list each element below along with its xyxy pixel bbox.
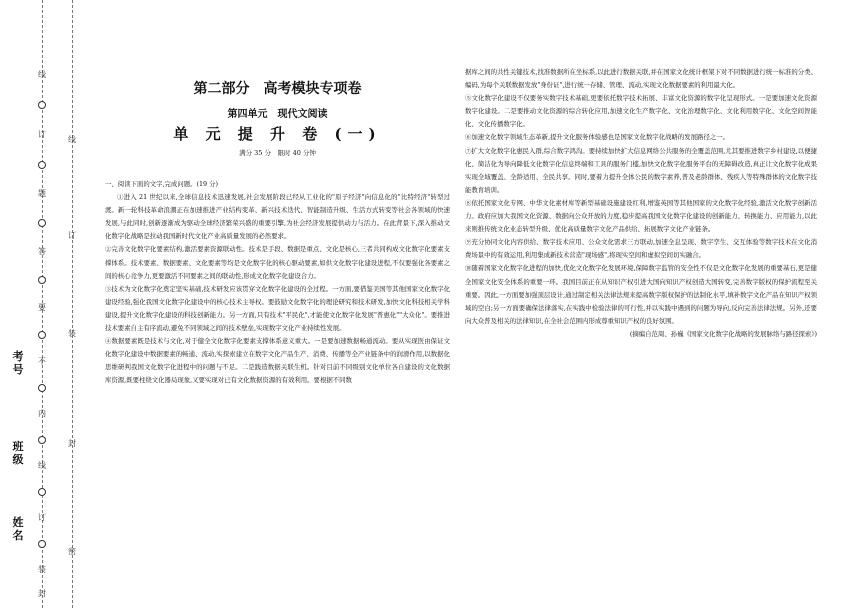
inner-cut-line bbox=[72, 0, 73, 608]
section-heading: 一、阅读下面的文字,完成问题。(19 分) bbox=[105, 180, 219, 188]
paragraph: ⑩随着国家文化数字化进程的加快,优化文化数字化发展环境,保障数字监管的安全性不仅是文化数字化发展的重要基石,更是健全国家文化安全体系的重要一环。我国目前正在从知识产权引进大国向知识产权创造大国转变,完善数字版权的保护流程至关重要。因此,一方面要加强顶层设计,通过制定相关法律法规来提高数字版权保护的法制化水平,填补数字文化产品在知识产权领域的空白;另一方面要确保法律落实,在实践中检验法律的可行性,并以实践中遇到的问题为导向,反向完善法律法规。另外,还要向大众普及相关的法律知识,在全社会范围内形成尊重知识产权的良好氛围。 bbox=[465, 264, 817, 325]
binding-hole bbox=[38, 276, 46, 284]
binding-mark: 线 bbox=[38, 461, 46, 470]
binding-hole bbox=[38, 219, 46, 227]
binding-mark: 要 bbox=[38, 303, 46, 312]
binding-mark: 答 bbox=[38, 247, 46, 256]
binding-mark: 线 bbox=[68, 135, 76, 144]
binding-hole bbox=[38, 161, 46, 169]
class-label: 班级 bbox=[12, 440, 24, 466]
paragraph: 据库之间的共性关键技术,找准数据所在坐标系,以此进行数据关联,并在国家文化统计框架下对不同数据进行统一标准的分类、编码,为每个关联数据发放"身份证",进行统一存储、管理、流动,实现文化数据要素的利用最大化。 bbox=[465, 68, 817, 90]
binding-hole bbox=[38, 101, 46, 109]
binding-mark: 订 bbox=[38, 130, 46, 139]
binding-mark: 装 bbox=[38, 565, 46, 574]
binding-hole bbox=[38, 436, 46, 444]
binding-hole bbox=[38, 384, 46, 392]
binding-mark: 内 bbox=[38, 409, 46, 418]
paragraph: ②完善文化数字化要素结构,激活要素资源联动性。技术是手段、数据是重点、文化是核心,三者共同构成文化数字化要素支撑体系。技术要素、数据要素、文化要素等均是文化数字化的核心驱动要素,如供文化数字化建设进程,不仅要强化各要素之间的核心竞争力,更要激活不同要素之间的联动性,形成文化数字化建设合力。 bbox=[105, 245, 450, 280]
name-label: 姓名 bbox=[12, 516, 24, 542]
paragraph: ⑥加速文化数字领域生态革新,提升文化服务体验感也是国家文化数字化战略的发展路径之一。 bbox=[465, 133, 730, 142]
binding-hole bbox=[38, 540, 46, 548]
binding-mark: 订 bbox=[38, 513, 46, 522]
binding-mark: 订 bbox=[68, 231, 76, 240]
score-time: 满分 35 分 限时 40 分钟 bbox=[239, 149, 316, 157]
binding-mark: 封 bbox=[68, 439, 76, 448]
binding-mark: 封 bbox=[38, 589, 46, 598]
source-citation: (摘编自范周、孙巍《国家文化数字化战略的发展脉络与路径探索》) bbox=[629, 329, 817, 338]
binding-mark: 不 bbox=[38, 357, 46, 366]
binding-mark: 密 bbox=[68, 547, 76, 556]
left-body bbox=[105, 178, 450, 388]
part-title: 第二部分 高考模块专项卷 bbox=[193, 81, 362, 97]
paragraph: ③技术为文化数字化奠定坚实基础,技术研发应该贯穿文化数字化建设的全过程。一方面,要借鉴美国等其他国家文化数字化建设经验,强化我国文化数字化建设中的核心技术主导权。要鼓励文化数字化的理论研究和技术研发,加快文化科技相关学科建设,提升文化数字化建设的科技创新能力。另一方面,只有技术"平民化",才能使文化数字化发展"普惠化""大众化"。要推进技术要素自主有序流动,避免不同领域之间的技术壁垒,实现数字文化产业持续性发展。 bbox=[105, 284, 450, 333]
binding-mark: 题 bbox=[38, 189, 46, 198]
paragraph: ①进入 21 世纪以来,全球信息技术迅速发展,社会发展阶段已经从工业化的"原子经济"向信息化的"比特经济"转型过渡。新一轮科技革命浪潮正在加速推进产业结构变革、新兴技术迭代、智能制造升级、生活方式转变等社会各领域的快速发展,与此同时,创新逐渐成为驱动全球经济繁荣兴盛的重要引擎,为社会经济发展提供动力与活力。在此背景下,深入推动文化数字化战略是拉动我国新时代文化产业高质量发展的必然要求。 bbox=[105, 193, 450, 241]
binding-hole bbox=[38, 488, 46, 496]
binding-mark: 装 bbox=[68, 329, 76, 338]
binding-hole bbox=[38, 331, 46, 339]
right-body bbox=[465, 66, 817, 341]
paragraph: ⑨充分协同文化内容供给、数字技术应用、公众文化需求三方联动,加速全息呈现、数字孪生、交互体验等数字技术在文化消费场景中的有效运用,利用集成新技术营造"现场感",将现实空间和虚拟空间切实融合。 bbox=[465, 238, 817, 260]
paragraph: ⑤文化数字化建设不仅要务实数字技术基础,更要依托数字技术拓展、丰富文化资源的数字化呈现形式。一是要加速文化资源数字化建设。二是要推动文化资源的综合转化应用,加速文化生产数字化、文化治理数字化、文化利用数字化、文化空间智能化、文化传播数字化。 bbox=[465, 94, 817, 129]
paragraph: ④数据要素既是技术与文化,对于健全文化数字化要素支撑体系意义重大。一是要加速数据畅通流动。要从实现医由保证文化数字化建设中数据要素的畅通、流动,实探索建立在数字文化产品生产、消费、传播等全产业链条中的润滑作用,以数据化思维研判我国文化数字化进程中的问题与不足。二是践造数据关联生机。针对目前不同级别文化单位各自建设的文化数据库资源,既要柱绕文化器局现象,又要实现对已有文化数据资源的有效利用。要根据不同数 bbox=[105, 337, 450, 385]
unit-title: 第四单元 现代文阅读 bbox=[227, 109, 328, 120]
exam-title: 单 元 提 升 卷 (一) bbox=[173, 125, 382, 143]
paragraph: ⑧依托国家文化专网、中华文化素材库等新型基础设施建设红利,增鉴英国等其他国家的文化数字化经验,激活文化数字创新活力。政府应加大我国文化资源、数据向公众开放的力度,稳步提高我国文化数字化建设的创新能力、转换能力、应用能力,以此来则推传统文化业态转型升级、优化高质量数字文化产品供给、拓展数字文化产业链条。 bbox=[465, 198, 817, 234]
paragraph: ⑦扩大文化数字化惠民入群,综合数字鸿沟。要持续加快扩大信息网络公共服务的全覆盖范围,尤其要推进数字乡村建设,以便捷化、简洁化为导向降低文化数字化信息终端和工具的服务门槛,加快文化数字化服务平台的无障碍改造,真正让文化数字化成果实现全域覆盖、全龄适用、全民共享。同时,要着力提升全体公民的数字素养,普及老龄群体、残疾人等特殊群体的文化数字技能教育培训。 bbox=[465, 146, 817, 194]
binding-margin bbox=[0, 0, 100, 608]
exam-number-label: 考号 bbox=[12, 350, 24, 376]
binding-mark: 线 bbox=[38, 70, 46, 79]
